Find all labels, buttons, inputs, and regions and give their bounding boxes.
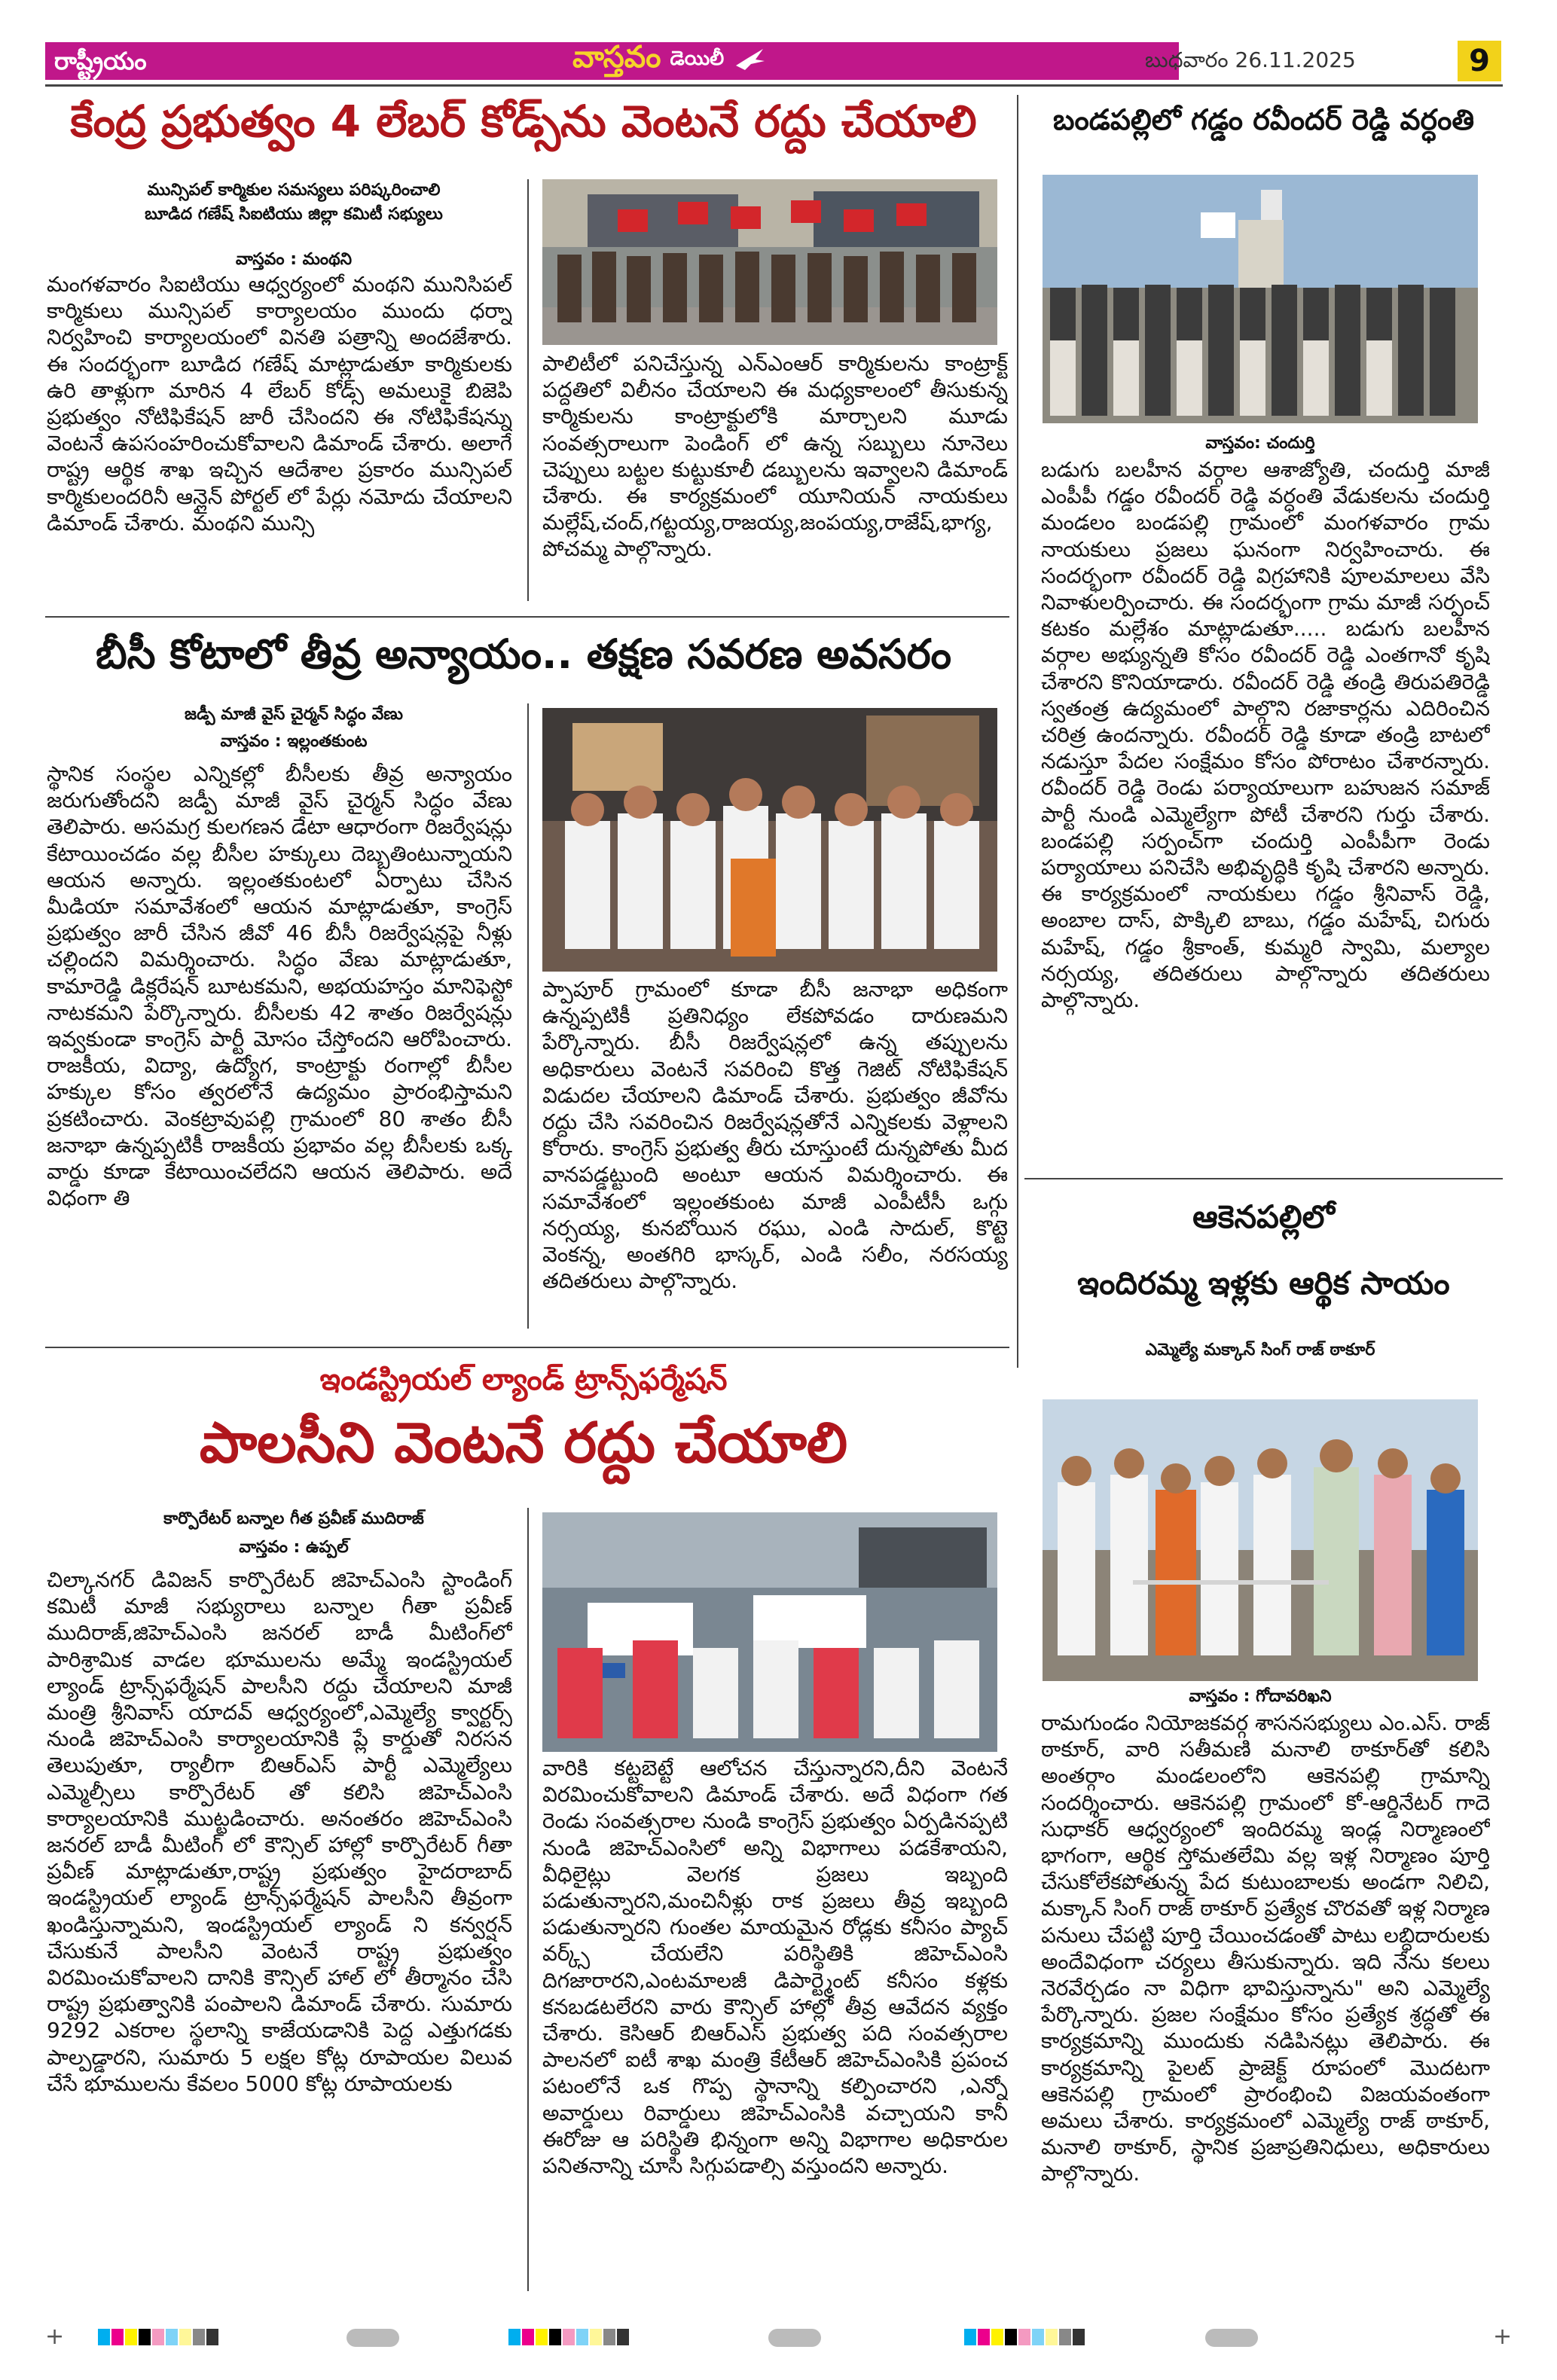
article5-byline: ఎమ్మెల్యే మక్కాన్ సింగ్ రాజ్ ఠాకూర్ bbox=[1145, 1341, 1375, 1359]
column-divider-a1 bbox=[527, 179, 529, 601]
date-line: బుధవారం 26.11.2025 bbox=[1145, 47, 1356, 72]
article5-dateline: వాస్తవం : గోదావరిఖని bbox=[1189, 1687, 1332, 1706]
article3-column1: చిల్కానగర్ డివిజన్ కార్పొరేటర్ జిహెచ్ఎంసి స్టాండింగ్ కమిటీ మాజీ సభ్యురాలు బన్నాల గీతా ప్రవీణ్ ముదిరాజ్,జిహెచ్ఎంసి జనరల్ బాడీ మీటింగ్‌లో పారిశ్రామిక వాడల భూములను అమ్మే ఇండస్ట్రియల్ ల్యాండ్ ట్రాన్స్‌ఫర్మేషన్ పాలసీని రద్దు చేయాలని మాజీ మంత్రి శ్రీనివాస్ యాదవ్ ఆధ్వర్యంలో,ఎమ్మెల్యే క్వార్టర్స్ నుండి జిహెచ్ఎంసి కార్యాలయానికి ప్లే కార్డుతో నిరసన తెలుపుతూ, ర్యాలీగా బిఆర్ఎస్ పార్టీ ఎమ్మెల్యేలు ఎమ్మెల్సీలు కార్పొరేటర్ తో కలిసి జిహెచ్ఎంసి కార్యాలయానికి ముట్టడించారు. అనంతరం జిహెచ్ఎంసి జనరల్ బాడీ మీటింగ్ లో కౌన్సిల్ హాల్లో కార్పొరేటర్ గీతా ప్రవీణ్ మాట్లాడుతూ,రాష్ట్ర ప్రభుత్వం హైదరాబాద్ ఇండస్ట్రియల్ ల్యాండ్ ట్రాన్స్‌ఫర్మేషన్ పాలసీని తీవ్రంగా ఖండిస్తున్నామని, ఇండస్ట్రియల్ ల్యాండ్ ని కన్వర్షన్ చేసుకునే పాలసీని వెంటనే రాష్ట్ర ప్రభుత్వం విరమించుకోవాలని దానికి కౌన్సిల్ హాల్ లో తీర్మానం చేసి రాష్ట్ర ప్రభుత్వానికి పంపాలని డిమాండ్ చేశారు. సుమారు 9292 ఎకరాల స్థలాన్ని కాజేయడానికి పెద్ద ఎత్తుగడకు పాల్పడ్డారని, సుమారు 5 లక్షల కోట్ల రూపాయల విలువ చేసే భూములను కేవలం 5000 కోట్ల రూపాయలకు bbox=[47, 1567, 512, 2096]
article1-bottom-rule bbox=[45, 616, 1009, 618]
article3-byline: కార్పొరేటర్ బన్నాల గీత ప్రవీణ్ ముదిరాజ్ bbox=[163, 1509, 424, 1528]
registration-mark-icon: + bbox=[1493, 2324, 1513, 2350]
article5-headline1: ఆకెనపల్లిలో bbox=[1192, 1198, 1335, 1235]
masthead-sub: డెయిలీ bbox=[670, 47, 725, 70]
article2-bottom-rule bbox=[45, 1347, 1009, 1348]
article1-column2: పాలిటీలో పనిచేస్తున్న ఎన్ఎంఆర్ కార్మికులను కాంట్రాక్ట్ పద్దతిలో విలీనం చేయాలని ఈ మధ్యకాలంలో తీసుకున్న కార్మికులను కాంట్రాక్టులోకి మార్చాలని మూడు సంవత్సరాలుగా పెండింగ్ లో ఉన్న సబ్బులు నూనెలు చెప్పులు బట్టల కుట్టుకూలీ డబ్బులను ఇవ్వాలని డిమాండ్ చేశారు. ఈ కార్యక్రమంలో యూనియన్ నాయకులు మల్లేష్,చంద్,గట్టయ్య,రాజయ్య,జంపయ్య,రాజేష్,భాగ్య, పోచమ్మ పాల్గొన్నారు. bbox=[542, 351, 1008, 562]
article3-dateline: వాస్తవం : ఉప్పల్ bbox=[239, 1538, 349, 1557]
article5-photo bbox=[1043, 1399, 1478, 1681]
article4-body: బడుగు బలహీన వర్గాల ఆశాజ్యోతి, చందుర్తి మాజీ ఎంపీపీ గడ్డం రవీందర్ రెడ్డి వర్ధంతి వేడుకలను చందుర్తి మండలం బండపల్లి గ్రామంలో మంగళవారం గ్రామ నాయకులు ప్రజలు ఘనంగా నిర్వహించారు. ఈ సందర్భంగా రవీందర్ రెడ్డి విగ్రహానికి పూలమాలలు వేసి నివాళులర్పించారు. ఈ సందర్భంగా గ్రామ మాజీ సర్పంచ్ కటకం మల్లేశం మాట్లాడుతూ..... బడుగు బలహీన వర్గాల అభ్యున్నతి కోసం రవీందర్ రెడ్డి ఎంతగానో కృషి చేశారని కొనియాడారు. రవీందర్ రెడ్డి తండ్రి తిరుపతిరెడ్డి స్వతంత్ర ఉద్యమంలో పాల్గొని రజాకార్లను ఎదిరించిన చరిత్ర ఉందన్నారు. రవీందర్ రెడ్డి కూడా తండ్రి బాటలో నడుస్తూ పేదల సంక్షేమం కోసం పోరాటం చేశారన్నారు. రవీందర్ రెడ్డి రెండు పర్యాయాలుగా బహుజన సమాజ్ పార్టీ నుండి ఎమ్మెల్యేగా పోటీ చేశారని గుర్తు చేశారు. బండపల్లి సర్పంచ్‌గా చందుర్తి ఎంపీపీగా రెండు పర్యాయాలు పనిచేసి అభివృద్ధికి కృషి చేశారని అన్నారు. ఈ కార్యక్రమంలో నాయకులు గడ్డం శ్రీనివాస్ రెడ్డి, అంబాల దాస్, పొక్కిలి బాబు, గడ్డం మహేష్, చిగురు మహేష్, గడ్డం శ్రీకాంత్, కుమ్మరి స్వామి, మల్యాల నర్సయ్య, తదితరులు పాల్గొన్నారు తదితరులు పాల్గొన్నారు. bbox=[1041, 457, 1490, 1013]
article1-photo bbox=[542, 179, 997, 345]
article1-byline1: మున్సిపల్ కార్మికుల సమస్యలు పరిష్కరించాలి bbox=[147, 181, 441, 200]
article1-column1: మంగళవారం సిఐటియు ఆధ్వర్యంలో మంథని మునిసిపల్ కార్మికులు మున్సిపల్ కార్యాలయం ముందు ధర్నా నిర్వహించి కార్యాలయంలో వినతి పత్రాన్ని అందజేశారు. ఈ సందర్భంగా బూడిద గణేష్ మాట్లాడుతూ కార్మికులకు ఉరి తాళ్లుగా మారిన 4 లేబర్ కోడ్స్ అమలుకై బిజెపి ప్రభుత్వం నోటిఫికేషన్ జారీ చేసిందని ఈ నోటిఫికేషన్ను వెంటనే ఉపసంహరించుకోవాలని డిమాండ్ చేశారు. అలాగే రాష్ట్ర ఆర్థిక శాఖ ఇచ్చిన ఆదేశాల ప్రకారం మున్సిపల్ కార్మికులందరినీ ఆన్లైన్ పోర్టల్ లో పేర్లు నమోదు చేయాలని డిమాండ్ చేశారు. మంథని మున్సి bbox=[47, 272, 512, 536]
article5-body: రామగుండం నియోజకవర్గ శాసనసభ్యులు ఎం.ఎస్. రాజ్ ఠాకూర్, వారి సతీమణి మనాలి ఠాకూర్‌తో కలిసి అంతర్గాం మండలంలోని ఆకెనపల్లి గ్రామాన్ని సందర్శించారు. ఆకెనపల్లి గ్రామంలో కో-ఆర్డినేటర్ గాదె సుధాకర్ ఆధ్వర్యంలో ఇందిరమ్మ ఇండ్ల నిర్మాణంలో భాగంగా, ఆర్థిక స్తోమతలేమి వల్ల ఇళ్ల నిర్మాణం పూర్తి చేసుకోలేకపోతున్న పేద కుటుంబాలకు అండగా నిలిచి, మక్కాన్ సింగ్ రాజ్ ఠాకూర్ ప్రత్యేక చొరవతో ఇళ్ల నిర్మాణ పనులు చేపట్టి పూర్తి చేయించడంతో పాటు లబ్ధిదారులకు అందేవిధంగా చర్యలు తీసుకున్నారు. ఇది నేను కలలు నెరవేర్చడం నా విధిగా భావిస్తున్నాను" అని ఎమ్మెల్యే పేర్కొన్నారు. ప్రజల సంక్షేమం కోసం ప్రత్యేక శ్రద్ధతో ఈ కార్యక్రమాన్ని ముందుకు నడిపినట్లు తెలిపారు. ఈ కార్యక్రమాన్ని పైలట్ ప్రాజెక్ట్ రూపంలో మొదటగా ఆకెనపల్లి గ్రామంలో ప్రారంభించి విజయవంతంగా అమలు చేశారు. కార్యక్రమంలో ఎమ్మెల్యే రాజ్ ఠాకూర్, మనాలి ఠాకూర్, స్థానిక ప్రజాప్రతినిధులు, అధికారులు పాల్గొన్నారు. bbox=[1041, 1710, 1490, 2186]
masthead-title: వాస్తవం bbox=[572, 40, 661, 75]
article1-byline2: బూడిద గణేష్ సిఐటియు జిల్లా కమిటీ సభ్యులు bbox=[145, 205, 443, 224]
right-column-divider bbox=[1017, 95, 1018, 1368]
page-number-badge: 9 bbox=[1458, 41, 1501, 81]
article2-byline: జడ్పీ మాజీ వైస్ చైర్మన్ సిద్ధం వేణు bbox=[185, 705, 403, 724]
column-divider-a3 bbox=[527, 1508, 529, 2291]
article3-kicker: ఇండస్ట్రియల్ ల్యాండ్ ట్రాన్స్‌ఫర్మేషన్ bbox=[319, 1362, 728, 1397]
article3-photo bbox=[542, 1512, 997, 1752]
article4-dateline: వాస్తవం: చందుర్తి bbox=[1205, 434, 1315, 453]
registration-mark-icon: + bbox=[45, 2324, 65, 2350]
article4-bottom-rule bbox=[1024, 1178, 1503, 1179]
article2-photo bbox=[542, 708, 997, 972]
article2-column2: ప్పాపూర్ గ్రామంలో కూడా బీసీ జనాభా అధికంగా ఉన్నప్పటికీ ప్రతినిధ్యం లేకపోవడం దారుణమని పేర్కొన్నారు. బీసీ రిజర్వేషన్లలో ఉన్న తప్పులను అధికారులు వెంటనే సవరించి కొత్త గెజిట్ నోటిఫికేషన్ విడుదల చేయాలని డిమాండ్ చేశారు. ప్రభుత్వం జీవోను రద్దు చేసి సవరించిన రిజర్వేషన్లతోనే ఎన్నికలకు వెళ్లాలని కోరారు. కాంగ్రెస్ ప్రభుత్వ తీరు చూస్తుంటే దున్నపోతు మీద వానపడ్డట్టుంది అంటూ ఆయన విమర్శించారు. ఈ సమావేశంలో ఇల్లంతకుంట మాజీ ఎంపీటీసీ ఒగ్గు నర్సయ్య, కునబోయిన రఘు, ఎండి సాదుల్, కొట్టె వెంకన్న, అంతగిరి భాస్కర్, ఎండి సలీం, నరసయ్య తదితరులు పాల్గొన్నారు. bbox=[542, 977, 1008, 1294]
header-rule bbox=[45, 84, 1503, 87]
column-divider-a2 bbox=[527, 703, 529, 1329]
article1-headline: కేంద్ర ప్రభుత్వం 4 లేబర్ కోడ్స్‌ను వెంటనే రద్దు చేయాలి bbox=[70, 96, 977, 147]
article5-headline2: ఇందిరమ్మ ఇళ్లకు ఆర్థిక సాయం bbox=[1077, 1265, 1450, 1301]
masthead bbox=[572, 41, 766, 81]
article1-dateline: వాస్తవం : మంథని bbox=[235, 250, 353, 269]
article2-headline: బీసీ కోటాలో తీవ్ర అన్యాయం.. తక్షణ సవరణ అవసరం bbox=[95, 630, 952, 678]
article3-column2: వారికి కట్టబెట్టే ఆలోచన చేస్తున్నారని,దీని వెంటనే విరమించుకోవాలని డిమాండ్ చేశారు. అదే విధంగా గత రెండు సంవత్సరాల నుండి కాంగ్రెస్ ప్రభుత్వం ఏర్పడినప్పటి నుండి జిహెచ్ఎంసిలో అన్ని విభాగాలు పడకేశాయని, వీధిలైట్లు వెలగక ప్రజలు ఇబ్బంది పడుతున్నారని,మంచినీళ్లు రాక ప్రజలు తీవ్ర ఇబ్బంది పడుతున్నారని గుంతల మాయమైన రోడ్లకు కనీసం ప్యాచ్ వర్క్స్ చేయలేని పరిస్థితికి జిహెచ్ఎంసి దిగజారారని,ఎంటమాలజీ డిపార్ట్మెంట్ కనీసం కళ్లకు కనబడటలేరని వారు కౌన్సిల్ హాల్లో తీవ్ర ఆవేదన వ్యక్తం చేశారు. కెసిఆర్ బిఆర్ఎస్ ప్రభుత్వ పది సంవత్సరాల పాలనలో ఐటీ శాఖ మంత్రి కేటీఆర్ జిహెచ్ఎంసికి ప్రపంచ పటంలోనే ఒక గొప్ప స్థానాన్ని కల్పించారని ,ఎన్నో అవార్డులు రివార్డులు జిహెచ్ఎంసికి వచ్చాయని కానీ ఈరోజు ఆ పరిస్థితి భిన్నంగా అన్ని విభాగాల అధికారుల పనితనాన్ని చూసి సిగ్గుపడాల్సి వస్తుందని అన్నారు. bbox=[542, 1756, 1008, 2179]
section-label: రాష్ట్రీయం bbox=[54, 47, 147, 75]
article4-photo bbox=[1043, 175, 1478, 423]
article4-headline: బండపల్లిలో గడ్డం రవీందర్ రెడ్డి వర్ధంతి bbox=[1052, 103, 1475, 136]
article2-dateline: వాస్తవం : ఇల్లంతకుంట bbox=[220, 732, 368, 751]
bird-logo-icon bbox=[733, 46, 766, 76]
article3-headline: పాలసీని వెంటనే రద్దు చేయాలి bbox=[199, 1411, 848, 1475]
color-bar bbox=[98, 2329, 1454, 2347]
article2-column1: స్థానిక సంస్థల ఎన్నికల్లో బీసీలకు తీవ్ర అన్యాయం జరుగుతోందని జడ్పీ మాజీ వైస్ చైర్మన్ సిద్ధం వేణు తెలిపారు. అసమగ్ర కులగణన డేటా ఆధారంగా రిజర్వేషన్లు కేటాయించడం వల్ల బీసీల హక్కులు దెబ్బతింటున్నాయని ఆయన అన్నారు. ఇల్లంతకుంటలో ఏర్పాటు చేసిన మీడియా సమావేశంలో ఆయన మాట్లాడుతూ, కాంగ్రెస్ ప్రభుత్వం జారీ చేసిన జీవో 46 బీసీ రిజర్వేషన్లపై నీళ్లు చల్లిందని విమర్శించారు. సిద్ధం వేణు మాట్లాడుతూ, కామారెడ్డి డిక్లరేషన్ బూటకమని, అభయహస్తం మానిఫెస్టో నాటకమని పేర్కొన్నారు. బీసీలకు 42 శాతం రిజర్వేషన్లు ఇవ్వకుండా కాంగ్రెస్ పార్టీ మోసం చేస్తోందని ఆరోపించారు. రాజకీయ, విద్యా, ఉద్యోగ, కాంట్రాక్టు రంగాల్లో బీసీల హక్కుల కోసం త్వరలోనే ఉద్యమం ప్రారంభిస్తామని ప్రకటించారు. వెంకట్రావుపల్లి గ్రామంలో 80 శాతం బీసీ జనాభా ఉన్నప్పటికీ రాజకీయ ప్రభావం వల్ల బీసీలకు ఒక్క వార్డు కూడా కేటాయించలేదని ఆయన తెలిపారు. అదే విధంగా తి bbox=[47, 761, 512, 1211]
